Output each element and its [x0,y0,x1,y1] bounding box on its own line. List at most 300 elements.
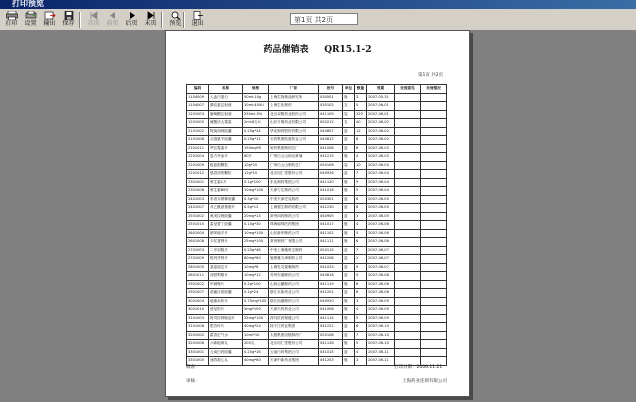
table-cell: 板蓝根颗粒 [209,161,243,170]
table-cell: 山西云鹏制药公司 [269,280,319,289]
table-cell: 2007-06-03 [367,144,395,153]
table-cell: 泼尼松片 [209,306,243,315]
table-cell: 盒 [343,272,355,281]
table-cell: 阿司匹林肠溶片 [209,314,243,323]
table-cell [421,297,447,306]
table-cell: 2007-06-05 [367,195,395,204]
table-cell [395,170,421,179]
table-cell: 瓶 [343,178,355,187]
table-cell: 盒 [343,323,355,332]
column-header: 厂家 [269,85,319,94]
table-cell [395,161,421,170]
table-cell [395,153,421,162]
table-cell [395,280,421,289]
table-cell [395,187,421,196]
table-cell [395,204,421,213]
table-row [187,204,447,213]
table-cell: 050106 [319,161,343,170]
table-cell [421,263,447,272]
table-cell: 浙江京新药业公司 [269,289,319,298]
table-cell: 2007-06-02 [367,136,395,145]
table-cell: 2501010 [187,221,209,230]
table-cell: 8 [355,204,367,213]
table-cell: 041114 [319,314,343,323]
table-cell: 东北制药集团公司 [269,178,319,187]
table-cell: 3101003 [187,314,209,323]
table-cell: 瓶 [343,340,355,349]
toolbar-button-last-page[interactable] [141,10,160,29]
toolbar-separator [161,12,163,28]
table-cell: 040905 [319,212,343,221]
table-cell: 天津力生制药公司 [269,187,319,196]
table-cell: 2901002 [187,280,209,289]
table-cell: 盒 [343,348,355,357]
column-header: 编码 [187,85,209,94]
table-cell: 奥美拉唑胶囊 [209,212,243,221]
table-cell [395,263,421,272]
table-cell: 罗红霉素片 [209,144,243,153]
table-row [187,119,447,128]
table-cell: 2 [355,255,367,264]
table-cell [421,110,447,119]
table-cell: 3301001 [187,348,209,357]
previous-page-icon [103,11,122,20]
table-cell [421,178,447,187]
table-cell: 山东新华制药公司 [269,229,319,238]
table-cell: 041208 [319,255,343,264]
table-cell: 7 [355,331,367,340]
table-cell: 2007-06-06 [367,229,395,238]
table-row [187,153,447,162]
table-cell [395,340,421,349]
table-cell: 050108 [319,331,343,340]
toolbar-button-label: 首页 [87,20,100,27]
table-cell: 041120 [319,178,343,187]
table-cell: 头孢氨苄胶囊 [209,136,243,145]
table-cell: 2007-06-09 [367,314,395,323]
table-cell: 2801005 [187,263,209,272]
window-title-bar [0,0,636,9]
table-cell [395,238,421,247]
column-header: 数量 [355,85,367,94]
table-cell: 2901007 [187,289,209,298]
table-row [187,340,447,349]
table-cell: 盒 [343,127,355,136]
table-cell: 2101008 [187,136,209,145]
table-cell: 天津中新药业集团 [269,357,319,366]
toolbar-button-label: 输出 [43,20,56,27]
table-cell: 4 [355,153,367,162]
table-row [187,331,447,340]
table-row [187,280,447,289]
table-cell [421,144,447,153]
table-cell: 200丸 [243,340,269,349]
table-cell [395,289,421,298]
table-cell: 2201012 [187,170,209,179]
toolbar-button-label: 后页 [125,20,138,27]
table-cell: 2007-06-09 [367,297,395,306]
table-cell: 2007-05-31 [367,93,395,102]
table-cell: 山东方明药业有限公司 [269,119,319,128]
column-header: 处理意见 [395,85,421,94]
table-cell: 2007-06-06 [367,221,395,230]
table-cell: 云南白药集团公司 [269,348,319,357]
table-cell: 5 [355,102,367,111]
table-cell: 2007-06-06 [367,238,395,247]
table-cell: 瓶 [343,153,355,162]
table-cell: 氯雷他定片 [209,263,243,272]
table-cell: 地塞米松片 [209,297,243,306]
table-cell: 0.2g*100 [243,280,269,289]
table-cell: 广州白云山制药总厂 [269,161,319,170]
table-cell: 3201006 [187,340,209,349]
table-row [187,314,447,323]
toolbar-button-label: 保存 [62,20,75,27]
table-cell: 2007-06-11 [367,357,395,366]
table-cell [395,272,421,281]
table-row [187,263,447,272]
table-cell: 2007-06-05 [367,212,395,221]
table-cell: 硝苯地平片 [209,229,243,238]
table-cell: 3101008 [187,323,209,332]
toolbar-button-save-disk[interactable] [59,10,78,29]
report-page [165,30,470,397]
table-cell [421,161,447,170]
table-cell: 人血白蛋白 [209,93,243,102]
table-cell: 2007-06-05 [367,204,395,213]
table-row [187,306,447,315]
table-cell: 2101002 [187,127,209,136]
table-cell [395,136,421,145]
table-cell [421,119,447,128]
table-cell: 2007-06-04 [367,187,395,196]
table-cell: 葡萄糖注射液 [209,110,243,119]
table-cell: 4 [355,306,367,315]
table-cell: 040816 [319,272,343,281]
table-row [187,229,447,238]
table-cell: 0.15g*30 [243,221,269,230]
table-cell: 041008 [319,144,343,153]
table-header-row [187,85,447,94]
report-page-number: 第1页 共2页 [418,73,444,78]
table-cell: 常州制药厂有限公司 [269,238,319,247]
column-header: 名称 [209,85,243,94]
table-cell: 上海先灵葆雅制药 [269,263,319,272]
table-cell [395,178,421,187]
table-cell: 0.75mg*100 [243,297,269,306]
table-cell: 2007-06-10 [367,323,395,332]
table-cell: 3 [355,297,367,306]
table-cell: 20mg*14 [243,212,269,221]
table-cell: 复方丹参片 [209,153,243,162]
table-row [187,289,447,298]
report-title-text: 药品催销表 [263,45,309,55]
column-header: 规格 [243,85,269,94]
table-cell: 雷尼替丁胶囊 [209,221,243,230]
table-cell: 上海强生制药有限公司 [269,204,319,213]
table-cell: 2007-06-07 [367,263,395,272]
table-cell: 太极集团涪陵制药厂 [269,331,319,340]
footer-print-date: 打印日期：2006.11.21 [394,365,443,370]
table-cell: 5 [355,314,367,323]
table-cell: 上海生化制药 [269,102,319,111]
table-row [187,102,447,111]
table-cell: 华北制药股份有限公司 [269,127,319,136]
table-cell: 2401007 [187,204,209,213]
table-cell: 中美上海施贵宝制药 [269,246,319,255]
table-cell: 041109 [319,110,343,119]
table-cell: 6 [355,195,367,204]
table-cell: 2701003 [187,246,209,255]
table-cell: 7 [355,246,367,255]
table-cell: 2007-06-08 [367,280,395,289]
table-cell [395,323,421,332]
next-page-icon [122,11,141,20]
table-cell: 0.25g*16 [243,348,269,357]
table-cell: 041017 [319,221,343,230]
save-disk-icon [59,11,78,20]
table-cell: 盒 [343,263,355,272]
table-cell: 珠海丽珠医药集团 [269,221,319,230]
table-cell [395,297,421,306]
toolbar-button-label: 前页 [106,20,119,27]
table-cell: 盒 [343,331,355,340]
table-cell: 哈药集团制药总厂 [269,144,319,153]
table-cell: 041015 [319,348,343,357]
table-cell: 050212 [319,119,343,128]
table-cell [421,289,447,298]
table-cell [421,306,447,315]
table-cell: 6 [355,238,367,247]
table-cell: 041203 [319,357,343,366]
table-cell: 瓶 [343,221,355,230]
table-cell: 12g*10 [243,170,269,179]
table-cell: 3 [355,93,367,102]
table-cell: 5 [355,187,367,196]
table-cell: 硫酸庆大霉素 [209,119,243,128]
table-cell [421,102,447,111]
table-cell: 瓶 [343,187,355,196]
table-cell: 40 [355,119,367,128]
table-cell: 盒 [343,255,355,264]
table-cell: 050115 [319,246,343,255]
table-row [187,93,447,102]
table-cell: 石药集团欧意药业公司 [269,136,319,145]
table-cell: 盒 [343,246,355,255]
toolbar-button-label: 打印 [5,20,18,27]
table-cell: 支 [343,119,355,128]
table-cell: 广州白云山和记黄埔 [269,153,319,162]
table-cell [421,229,447,238]
table-row [187,127,447,136]
table-cell: 常州四药制药公司 [269,212,319,221]
footer-reviewer: 审核： [186,379,200,384]
footer-preparer: 制表： [186,365,200,370]
table-cell: 10ml*10 [243,331,269,340]
table-cell: 0.1g*100 [243,178,269,187]
table-cell: 二甲双胍片 [209,246,243,255]
table-cell: 2007-06-02 [367,127,395,136]
table-cell: 3001010 [187,306,209,315]
table-row [187,246,447,255]
table-row [187,272,447,281]
table-cell: 2007-06-10 [367,340,395,349]
table-cell: 拜耳医药保健公司 [269,314,319,323]
table-cell: 5 [355,340,367,349]
table-cell: 2007-06-03 [367,153,395,162]
table-cell: 1201005 [187,119,209,128]
table-cell [421,127,447,136]
table-cell: 6 [355,144,367,153]
table-cell: 0.25g*12 [243,136,269,145]
table-cell: 1201003 [187,110,209,119]
table-cell [421,348,447,357]
table-cell: 041222 [319,323,343,332]
table-cell: 1104007 [187,102,209,111]
table-cell: 2007-06-03 [367,161,395,170]
table-cell: 5mg*100 [243,306,269,315]
table-cell: 3301005 [187,357,209,366]
table-cell: 0.25g*24 [243,127,269,136]
table-cell: 盒 [343,195,355,204]
table-cell: 8 [355,136,367,145]
table-cell: 北京双鹤药业股份公司 [269,110,319,119]
table-cell: 2007-06-04 [367,170,395,179]
table-cell: 041119 [319,280,343,289]
table-cell [395,127,421,136]
table-cell: 瓶 [343,280,355,289]
table-cell: 卡托普利片 [209,238,243,247]
column-header: 单位 [343,85,355,94]
table-cell: 2701009 [187,255,209,264]
table-cell: 2007-06-01 [367,102,395,111]
table-cell [395,144,421,153]
table-cell: 150mg*6 [243,144,269,153]
toolbar-button-exit[interactable] [188,10,207,29]
table-cell: 天津天药药业公司 [269,306,319,315]
table-cell: 2007-06-08 [367,289,395,298]
report-title [166,42,469,55]
table-cell: 上海生物制品研究所 [269,93,319,102]
table-cell: 5 [355,272,367,281]
table-cell: 北京同仁堂股份公司 [269,170,319,179]
table-cell: 盒 [343,170,355,179]
printer-icon [2,11,21,20]
table-row [187,238,447,247]
table-cell: 诺氟沙星胶囊 [209,289,243,298]
table-cell: 瓶 [343,357,355,366]
table-cell: 9 [355,263,367,272]
toolbar-button-label: 预览 [169,20,182,27]
table-cell: 10mg*100 [243,187,269,196]
table-cell: 中美天津史克制药 [269,195,319,204]
table-cell: 2201009 [187,161,209,170]
table-cell: 2101011 [187,144,209,153]
page-indicator-field[interactable]: 第1页 共2页 [290,13,358,25]
table-cell: 2301001 [187,178,209,187]
table-cell: 2501002 [187,212,209,221]
table-cell: 12 [355,127,367,136]
toolbar-separator [79,12,81,28]
table-cell: 2007-06-07 [367,246,395,255]
table-cell: 10g*20 [243,161,269,170]
table-cell: 西替利嗪片 [209,272,243,281]
table-cell: 感冒清热颗粒 [209,170,243,179]
table-cell: 10mg*100 [243,229,269,238]
table-cell: 盒 [343,144,355,153]
table-cell: 1104009 [187,93,209,102]
table-cell: 施维雅天津制药公司 [269,255,319,264]
table-row [187,348,447,357]
table-cell: 云南白药胶囊 [209,348,243,357]
table-cell: 支 [343,102,355,111]
table-cell: 8 [355,289,367,298]
table-cell: 041111 [319,238,343,247]
table-cell [395,229,421,238]
table-cell: 0.1g*24 [243,289,269,298]
table-cell [395,255,421,264]
table-cell: 041018 [319,187,343,196]
table-cell [421,314,447,323]
table-cell [395,306,421,315]
table-cell: 4 [355,221,367,230]
table-cell: 瓶 [343,314,355,323]
table-cell: 10mg*12 [243,272,269,281]
table-cell [421,93,447,102]
table-cell [395,221,421,230]
table-row [187,136,447,145]
table-cell: 2007-06-10 [367,331,395,340]
table-cell: 041128 [319,340,343,349]
table-cell: 40mg*60 [243,357,269,366]
table-cell [421,153,447,162]
exit-icon [188,11,207,20]
table-cell: 2401003 [187,195,209,204]
table-cell: 3201002 [187,331,209,340]
table-row [187,178,447,187]
table-cell: 041201 [319,289,343,298]
table-cell: 2007-06-02 [367,119,395,128]
table-cell: 苏州东瑞制药公司 [269,272,319,281]
table-cell: 2ml:8万U [243,119,269,128]
table-row [187,110,447,119]
table-row [187,255,447,264]
table-cell: 040920 [319,297,343,306]
table-cell [421,255,447,264]
table-cell: 2007-06-01 [367,110,395,119]
table-cell: 7 [355,170,367,179]
table-cell: 6 [355,280,367,289]
table-cell [395,314,421,323]
table-cell: 80mg*60 [243,255,269,264]
table-cell: 50ml:10g [243,93,269,102]
table-cell: 041102 [319,229,343,238]
toolbar-button-label: 末页 [144,20,157,27]
table-cell [395,119,421,128]
report-code: QR15.1-2 [324,45,372,55]
table-row [187,297,447,306]
table-cell [395,212,421,221]
table-row [187,195,447,204]
table-cell: 3 [355,212,367,221]
table-row [187,170,447,179]
table-cell: 050301 [319,195,343,204]
column-header: 批号 [319,85,343,94]
table-cell: 袋 [343,110,355,119]
table-cell: 040812 [319,136,343,145]
toolbar-button-label: 设置 [24,20,37,27]
table-cell: 10ml:400U [243,102,269,111]
